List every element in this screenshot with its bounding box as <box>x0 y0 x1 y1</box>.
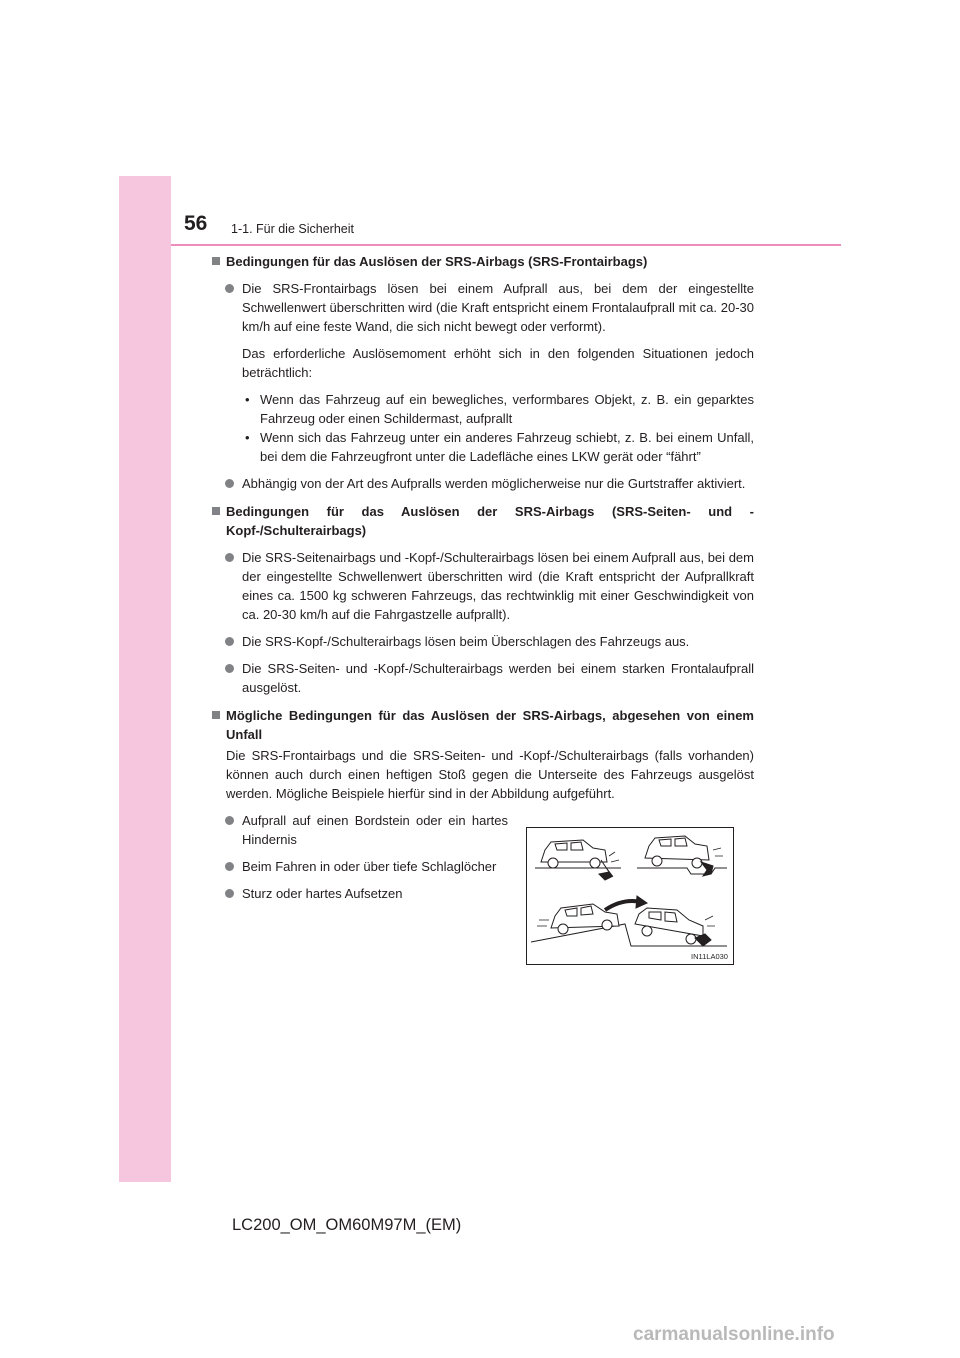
document-code: LC200_OM_OM60M97M_(EM) <box>232 1216 462 1234</box>
list-item: Abhängig von der Art des Aufpralls werden möglicherweise nur die Gurtstraffer aktiviert. <box>212 474 754 493</box>
figure-code: IN11LA030 <box>691 952 728 961</box>
illustrated-list <box>212 811 754 961</box>
section-title: 1-1. Für die Sicherheit <box>231 222 354 236</box>
round-bullet-icon <box>225 284 234 293</box>
round-bullet-icon <box>225 637 234 646</box>
round-bullet-icon <box>225 664 234 673</box>
page-number: 56 <box>184 212 208 235</box>
vehicle-impact-scenes <box>527 828 733 964</box>
note-paragraph: Das erforderliche Auslösemoment erhöht sich in den folgenden Situationen jedoch beträchtlich: <box>242 346 754 380</box>
pothole-scene <box>637 836 727 876</box>
body-paragraph: Die SRS-Frontairbags und die SRS-Seiten- und -Kopf-/Schulterairbags (falls vorhanden) können auch durch einen heftigen Stoß gegen die Unterseite des Fahrzeugs ausgelöst werden. Mögliche Beispiele hierfür sind in der Abbildung aufgeführt. <box>226 748 754 801</box>
list-item: Die SRS-Kopf-/Schulterairbags lösen beim Überschlagen des Fahrzeugs aus. <box>212 632 754 651</box>
round-bullet-icon <box>225 553 234 562</box>
round-bullet-icon <box>225 816 234 825</box>
section-heading: Bedingungen für das Auslösen der SRS-Airbags (SRS-Frontairbags) <box>212 252 754 271</box>
header-rule <box>171 244 841 246</box>
hard-landing-scene <box>531 904 727 946</box>
sub-list-item: • Wenn das Fahrzeug auf ein bewegliches, verformbares Objekt, z. B. ein geparktes Fahrzeug oder einen Schildermast, aufprallt <box>245 392 754 426</box>
square-bullet-icon <box>212 507 220 515</box>
round-bullet-icon <box>225 862 234 871</box>
section-heading: Mögliche Bedingungen für das Auslösen der SRS-Airbags, abgesehen von einem Unfall <box>212 706 754 744</box>
list-item: Sturz oder hartes Aufsetzen <box>212 884 508 903</box>
list-item: Die SRS-Seiten- und -Kopf-/Schulterairbags werden bei einem starken Frontalaufprall ausgelöst. <box>212 659 754 697</box>
square-bullet-icon <box>212 257 220 265</box>
list-item: Die SRS-Frontairbags lösen bei einem Aufprall aus, bei dem der eingestellte Schwellenwert überschritten wird (die Kraft entspricht einem Frontalaufprall mit ca. 20-30 km/h auf eine feste Wand, die sich nicht bewegt oder verformt). <box>212 279 754 336</box>
chapter-sidebar-band <box>119 176 171 1182</box>
curb-impact-scene <box>535 840 621 880</box>
page-content <box>212 252 754 961</box>
watermark: carmanualsonline.info <box>633 1324 835 1345</box>
list-item: Beim Fahren in oder über tiefe Schlaglöcher <box>212 857 508 876</box>
sub-list-item: • Wenn sich das Fahrzeug unter ein anderes Fahrzeug schiebt, z. B. bei einem Unfall, bei dem die Fahrzeugfront unter die Ladefläche eines LKW gerät oder “fährt” <box>245 430 754 464</box>
round-bullet-icon <box>225 479 234 488</box>
airbag-deployment-illustration <box>526 827 734 965</box>
list-item: Die SRS-Seitenairbags und -Kopf-/Schulterairbags lösen bei einem Aufprall aus, bei dem der eingestellte Schwellenwert überschritten wird (die Kraft entspricht der Aufprallkraft eines ca. 1500 kg schweren Fahrzeugs, das rechtwinklig mit einer Geschwindigkeit von ca. 20-30 km/h auf die Fahrgastzelle aufprallt). <box>212 548 754 624</box>
square-bullet-icon <box>212 711 220 719</box>
list-item: Aufprall auf einen Bordstein oder ein hartes Hindernis <box>212 811 508 849</box>
round-bullet-icon <box>225 889 234 898</box>
section-heading: Bedingungen für das Auslösen der SRS-Airbags (SRS-Seiten- und -Kopf-/Schulterairbags) <box>212 502 754 540</box>
